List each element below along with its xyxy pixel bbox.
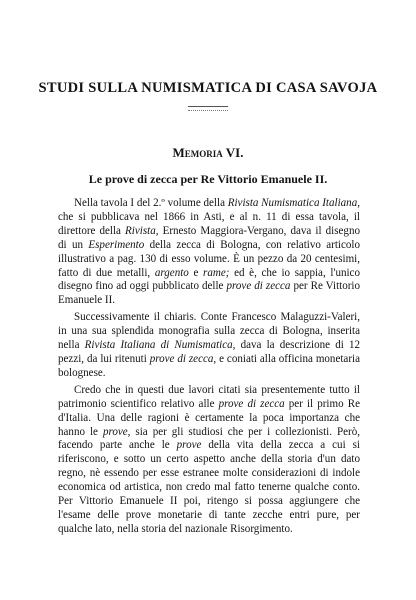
chapter-title: Le prove di zecca per Re Vittorio Emanuele II. <box>88 172 328 186</box>
text-run: e <box>188 266 204 279</box>
text-run: della vita della zecca a cui si riferiscono, e sotto un certo aspetto anche della storia d'un dato regno, nè essendo per esse estranee molte considerazioni di indole economica od artistica, non credo mal fatto tenerne qualche conto. Per Vittorio Emanuele II poi, ritengo si possa aggiungere che l'esame delle prove monetarie di tante zecche entri pure, per qualche lato, nella storia del nazionale Risorgimento. <box>58 439 360 535</box>
text-run: sia per gli studiosi che per i collezionisti. Però, facendo parte anche le <box>58 425 360 452</box>
italic-text-run: Rivista Numismatica Italiana <box>227 197 358 209</box>
italic-text-run: Esperimento <box>88 238 145 251</box>
italic-text-run: rame; <box>203 266 230 279</box>
text-run: , Ernesto Maggiora-Vergano, dava il disegno di un <box>58 224 360 251</box>
decorative-rule <box>188 106 228 111</box>
text-run: dava la descrizione di 12 pezzi, da lui ritenuti <box>58 339 360 365</box>
text-run: per Re Vittorio Emanuele II. <box>58 280 360 307</box>
italic-text-run: prove di zecca <box>226 280 291 293</box>
chapter-number: Memoria VI. <box>172 145 244 160</box>
italic-text-run: prove <box>176 439 202 452</box>
text-run: Nella tavola I del 2.º volume della <box>74 197 228 209</box>
italic-text-run: Rivista Italiana di Numismatica, <box>84 339 236 352</box>
running-head: STUDI SULLA NUMISMATICA DI CASA SAVOJA <box>38 80 378 96</box>
paragraph <box>58 384 360 537</box>
paragraph <box>58 311 360 381</box>
paragraph <box>58 197 360 308</box>
italic-text-run: prove di zecca, <box>149 352 217 365</box>
italic-text-run: prove, <box>102 425 131 438</box>
text-run: Credo che in questi due lavori citati sia presentemente tutto il patrimonio scientifico relativo alle <box>58 383 360 410</box>
text-run: ed è, che io sappia, l'unico disegno fino ad oggi pubblicato delle <box>58 266 360 293</box>
text-run: della zecca di Bologna, con relativo articolo illustrativo a pag. 130 di esso volume. È un pezzo da 20 centesimi, fatto di due metalli, <box>58 238 360 279</box>
text-run: Successivamente il chiaris. Conte Francesco Malaguzzi-Valeri, in una sua splendida monografia sulla zecca di Bologna, inserita nella <box>58 311 360 352</box>
body-text <box>58 197 360 540</box>
text-run: , che si pubblicava nel 1866 in Asti, e al n. 11 di essa tavola, il direttore della <box>58 197 360 237</box>
text-run: per il primo Re d'Italia. Una delle ragioni è certamente la poca importanza che hanno le <box>58 397 360 438</box>
italic-text-run: prove di zecca <box>218 397 285 410</box>
text-run: e coniati alla officina monetaria bolognese. <box>58 352 360 379</box>
italic-text-run: Rivista <box>125 224 156 237</box>
italic-text-run: argento <box>154 266 189 279</box>
